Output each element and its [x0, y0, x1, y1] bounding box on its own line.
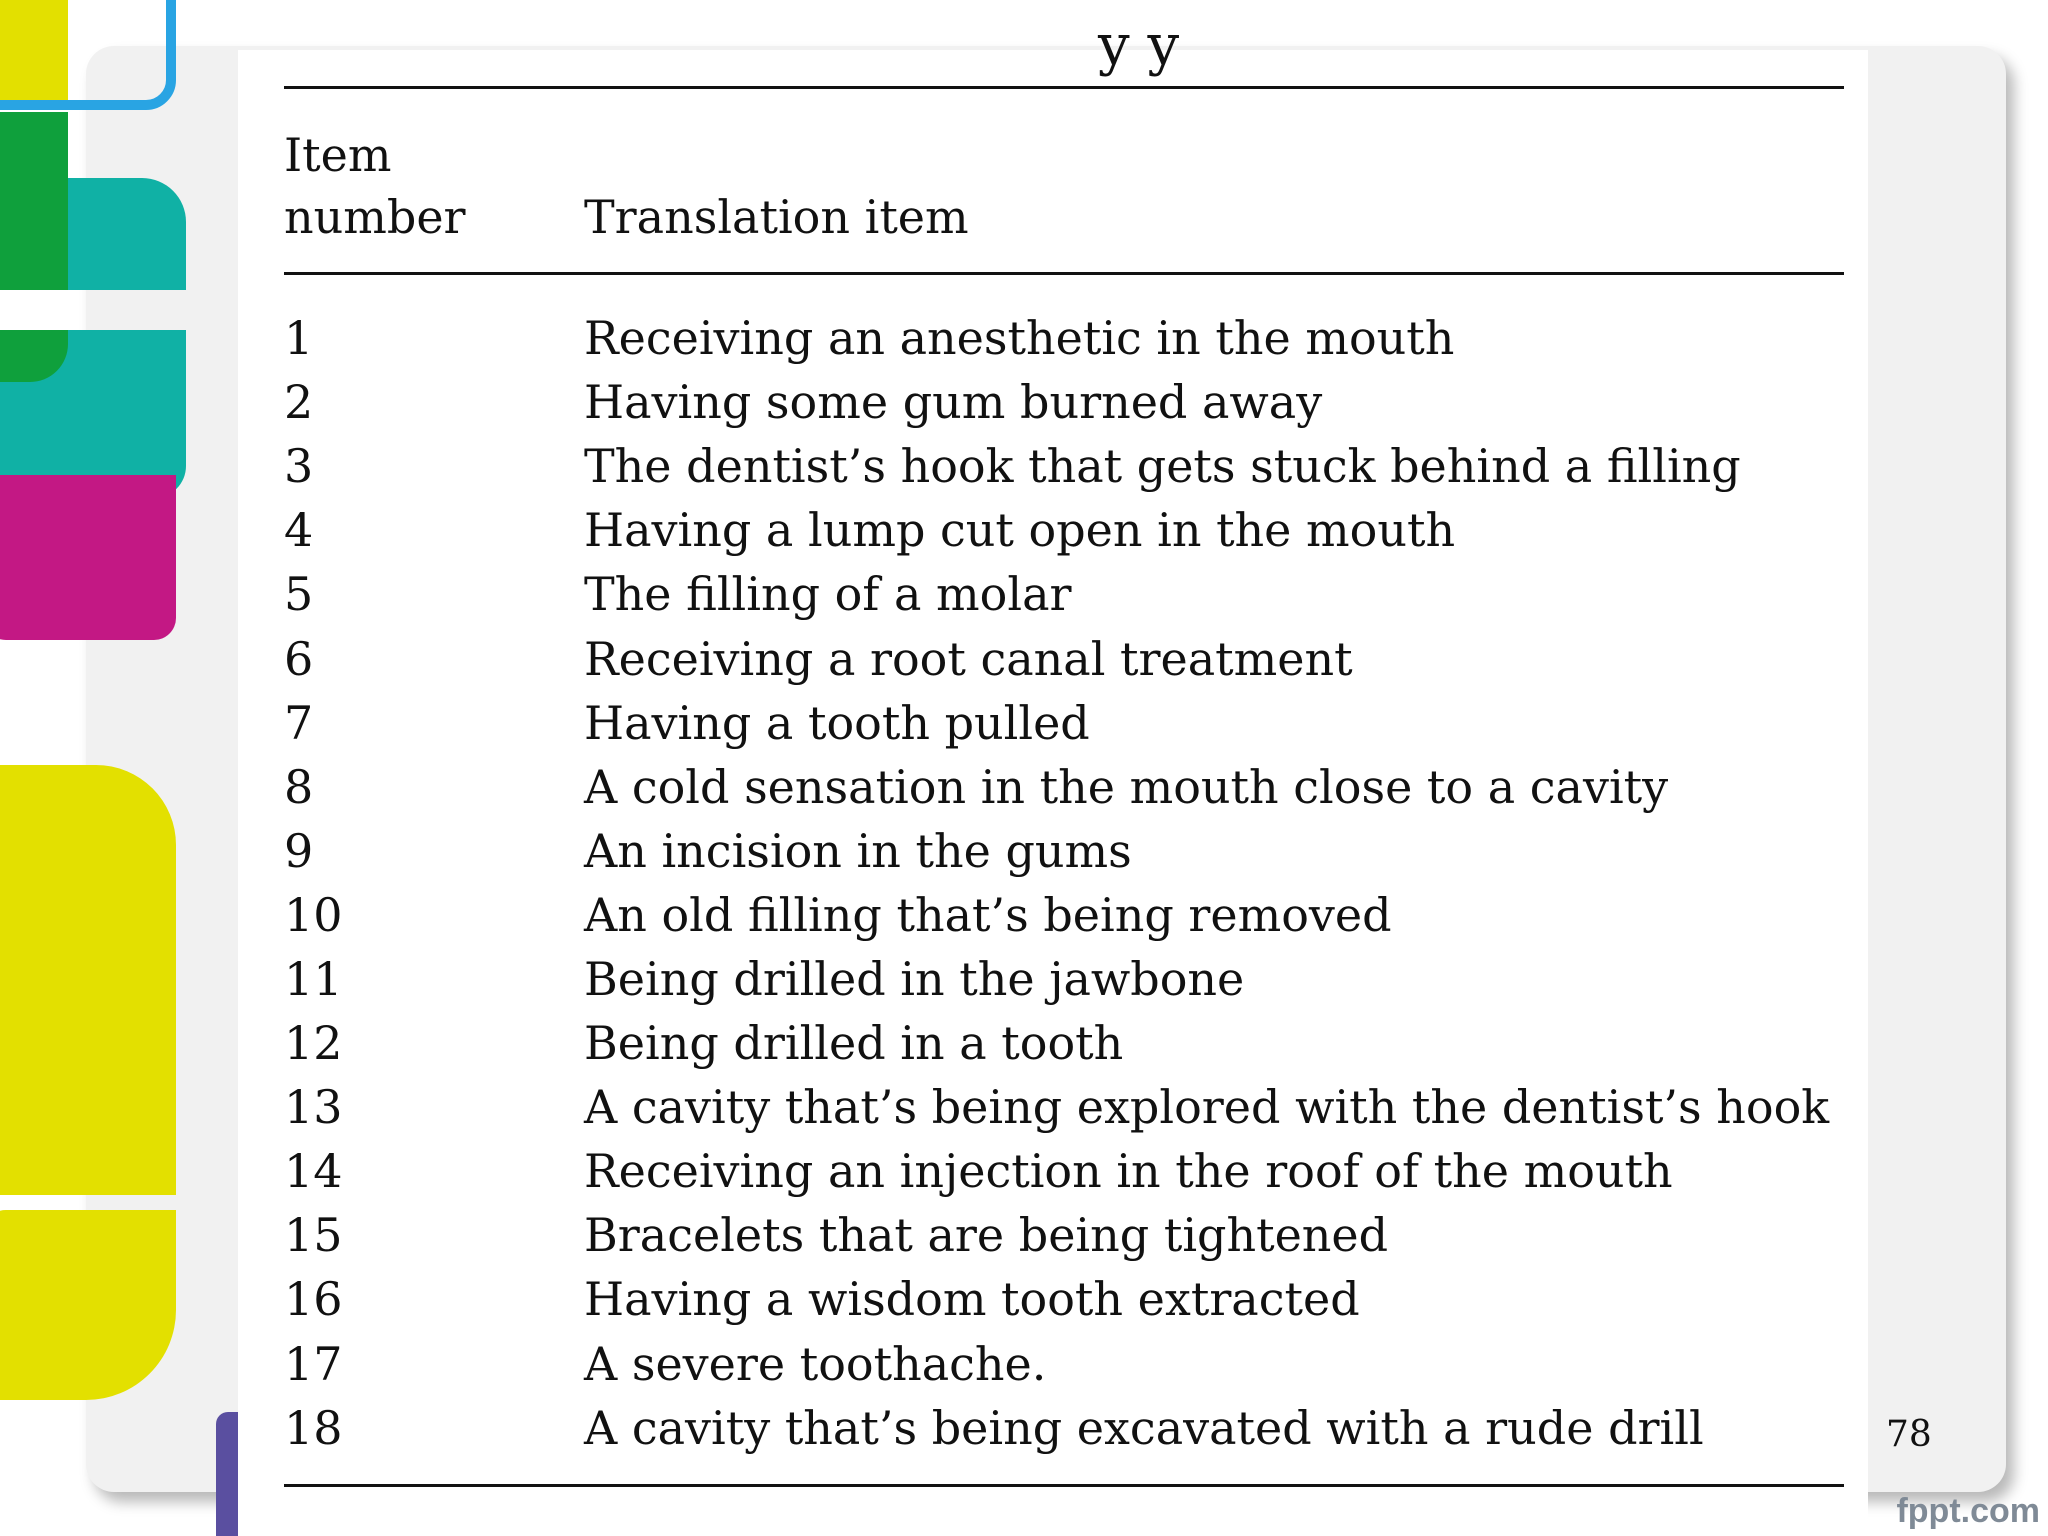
table-row — [284, 883, 1864, 947]
item-number: 17 — [284, 1336, 343, 1391]
item-number: 18 — [284, 1400, 343, 1455]
item-number: 12 — [284, 1016, 343, 1071]
item-number: 14 — [284, 1144, 343, 1199]
translation-item: An old filling that’s being removed — [584, 887, 1392, 942]
table-row — [284, 947, 1864, 1011]
translation-item: A cold sensation in the mouth close to a cavity — [584, 759, 1669, 814]
table-row — [284, 1396, 1864, 1460]
translation-item: Having a wisdom tooth extracted — [584, 1272, 1360, 1327]
translation-item: A cavity that’s being excavated with a rude drill — [584, 1400, 1704, 1455]
item-number: 2 — [284, 375, 314, 430]
translation-item: The filling of a molar — [584, 567, 1072, 622]
table-row — [284, 434, 1864, 498]
decor-magenta-block — [0, 475, 176, 640]
translation-item: Having a tooth pulled — [584, 695, 1090, 750]
translation-item: Being drilled in a tooth — [584, 1016, 1124, 1071]
item-number: 15 — [284, 1208, 343, 1263]
item-number: 11 — [284, 951, 343, 1006]
table-title-cut: y y — [1098, 13, 1180, 78]
table-row — [284, 626, 1864, 690]
item-number: 16 — [284, 1272, 343, 1327]
table-row — [284, 755, 1864, 819]
translation-item: Receiving a root canal treatment — [584, 631, 1353, 686]
translation-item: Having some gum burned away — [584, 375, 1323, 430]
table-row — [284, 370, 1864, 434]
table-row — [284, 1139, 1864, 1203]
page-number: 78 — [1886, 1414, 1932, 1455]
translation-item: A cavity that’s being explored with the dentist’s hook — [584, 1080, 1830, 1135]
table-row — [284, 498, 1864, 562]
translation-item: Being drilled in the jawbone — [584, 951, 1245, 1006]
translation-item: Receiving an anesthetic in the mouth — [584, 311, 1455, 366]
item-number: 8 — [284, 759, 314, 814]
table-row — [284, 1011, 1864, 1075]
table-row — [284, 562, 1864, 626]
table-body — [284, 306, 1864, 1460]
table-row — [284, 306, 1864, 370]
translation-item: Bracelets that are being tightened — [584, 1208, 1389, 1263]
decor-blue-frame — [0, 0, 176, 110]
item-number: 6 — [284, 631, 314, 686]
table-row — [284, 819, 1864, 883]
item-number: 3 — [284, 439, 314, 494]
table-row — [284, 691, 1864, 755]
translation-item: A severe toothache. — [584, 1336, 1047, 1391]
item-number: 10 — [284, 887, 343, 942]
translation-item: Having a lump cut open in the mouth — [584, 503, 1456, 558]
brand-watermark: fppt.com — [1896, 1492, 2040, 1530]
decor-green-block — [0, 112, 68, 290]
item-number: 5 — [284, 567, 314, 622]
item-number: 4 — [284, 503, 314, 558]
translation-item: An incision in the gums — [584, 823, 1132, 878]
item-number: 1 — [284, 311, 314, 366]
item-number: 7 — [284, 695, 314, 750]
table-panel — [238, 13, 1868, 1536]
table-bottom-rule — [284, 1484, 1844, 1487]
item-number: 13 — [284, 1080, 343, 1135]
table-top-rule — [284, 86, 1844, 89]
item-number: 9 — [284, 823, 314, 878]
decor-yellow-block-lower — [0, 1210, 176, 1400]
translation-item: Receiving an injection in the roof of the mouth — [584, 1144, 1673, 1199]
header-item-number-line2: number — [284, 190, 466, 244]
table-row — [284, 1267, 1864, 1331]
header-translation-item: Translation item — [584, 190, 969, 244]
decor-yellow-block — [0, 765, 176, 1195]
translation-item: The dentist’s hook that gets stuck behind a filling — [584, 439, 1741, 494]
table-header-rule — [284, 272, 1844, 275]
table-row — [284, 1075, 1864, 1139]
decor-teal-block — [68, 178, 186, 290]
table-row — [284, 1203, 1864, 1267]
header-item-number-line1: Item — [284, 128, 392, 182]
header-item-number — [284, 124, 564, 248]
table-row — [284, 1332, 1864, 1396]
